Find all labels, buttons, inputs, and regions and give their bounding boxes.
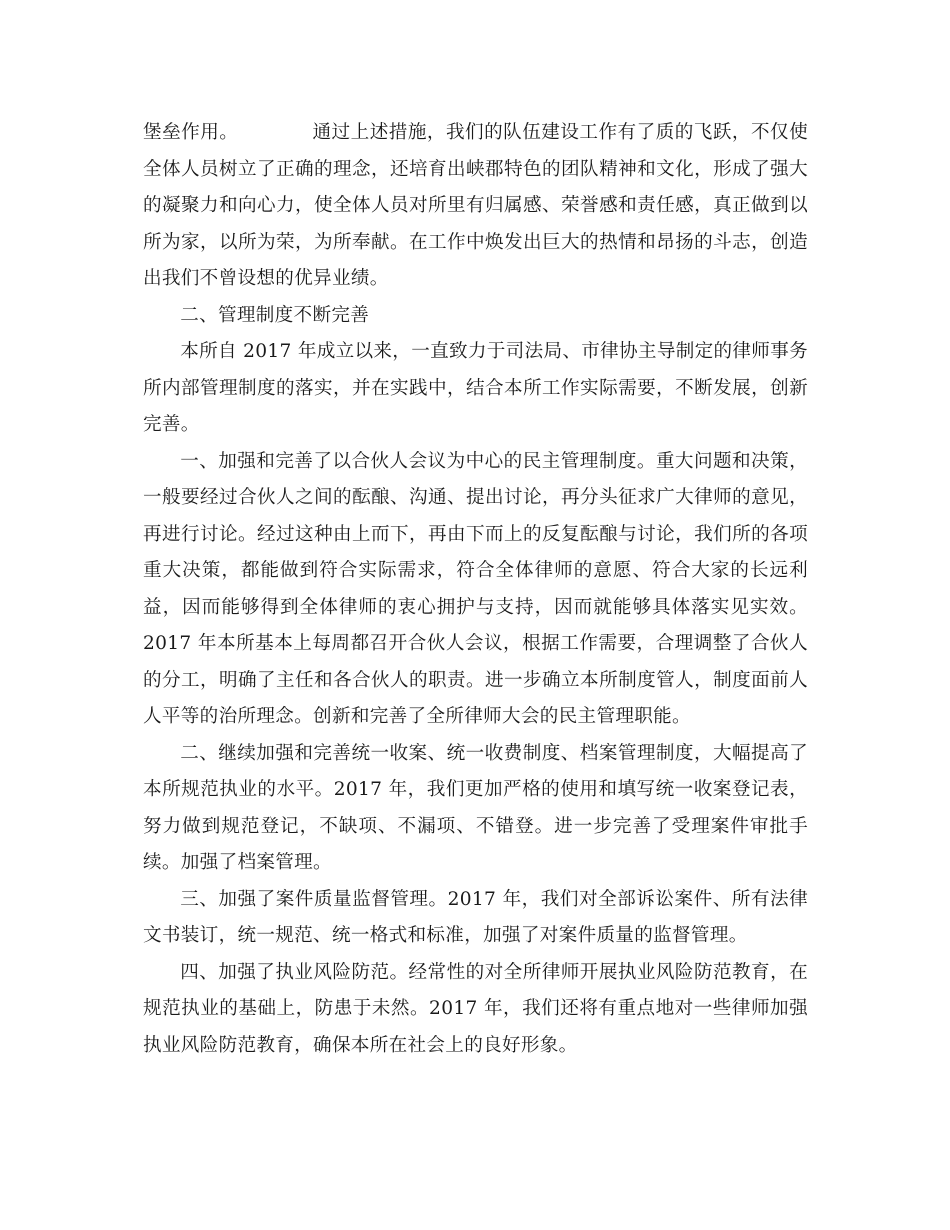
paragraph-text: 通过上述措施，我们的队伍建设工作有了质的飞跃，不仅使全体人员树立了正确的理念，还培育出峡郡特色的团队精神和文化，形成了强大的凝聚力和向心力，使全体人员对所里有归属感、荣誉感和责任感，真正做到以所为家，以所为荣，为所奉献。在工作中焕发出巨大的热情和昂扬的斗志，创造出我们不曾设想的优异业绩。: [143, 122, 808, 289]
paragraph-team-building-result: [143, 115, 808, 298]
paragraph-item-4-risk-prevention: 四、加强了执业风险防范。经常性的对全所律师开展执业风险防范教育，在规范执业的基础上，防患于未然。2017 年，我们还将有重点地对一些律师加强执业风险防范教育，确保本所在社会上的良好形象。: [143, 961, 808, 1056]
paragraph-item-1-partner-meeting: 一、加强和完善了以合伙人会议为中心的民主管理制度。重大问题和决策，一般要经过合伙人之间的酝酿、沟通、提出讨论，再分头征求广大律师的意见，再进行讨论。经过这种由上而下，再由下而上的反复酝酿与讨论，我们所的各项重大决策，都能做到符合实际需求，符合全体律师的意愿、符合大家的长远利益，因而能够得到全体律师的衷心拥护与支持，因而就能够具体落实见实效。2017 年本所基本上每周都召开合伙人会议，根据工作需要，合理调整了合伙人的分工，明确了主任和各合伙人的职责。进一步确立本所制度管人，制度面前人人平等的治所理念。创新和完善了全所律师大会的民主管理职能。: [143, 450, 808, 727]
section-heading-management-system: 二、管理制度不断完善: [180, 304, 370, 326]
paragraph-lead-text: 堡垒作用。: [143, 122, 239, 143]
document-body: [143, 115, 808, 1064]
paragraph-item-3-case-quality: 三、加强了案件质量监督管理。2017 年，我们对全部诉讼案件、所有法律文书装订，统一规范、统一格式和标准，加强了对案件质量的监督管理。: [143, 888, 808, 946]
paragraph-item-2-unified-case-intake: 二、继续加强和完善统一收案、统一收费制度、档案管理制度，大幅提高了本所规范执业的水平。2017 年，我们更加严格的使用和填写统一收案登记表，努力做到规范登记，不缺项、不漏项、不错登。进一步完善了受理案件审批手续。加强了档案管理。: [143, 742, 808, 873]
paragraph-management-intro: 本所自 2017 年成立以来，一直致力于司法局、市律协主导制定的律师事务所内部管理制度的落实，并在实践中，结合本所工作实际需要，不断发展，创新完善。: [143, 341, 808, 435]
